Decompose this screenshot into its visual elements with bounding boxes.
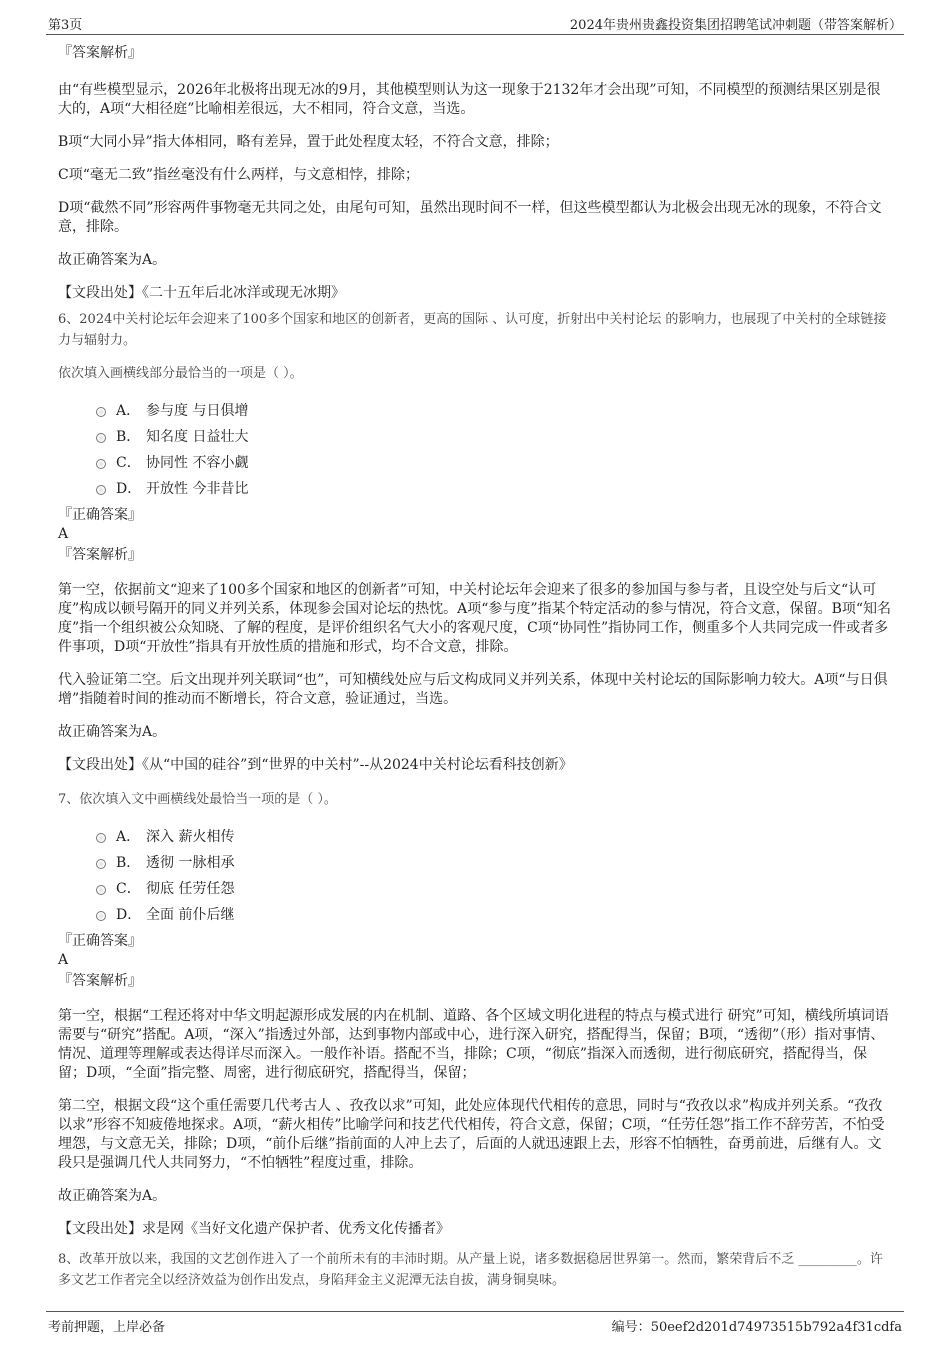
option-a[interactable]: A． 参与度 与日俱增 (96, 398, 894, 424)
option-b[interactable]: B． 透彻 一脉相承 (96, 850, 894, 876)
document-code (612, 1316, 902, 1335)
code-label: 编号： (611, 1320, 651, 1335)
source-label: 【文段出处】 (58, 285, 142, 301)
source-line (58, 756, 894, 775)
correct-answer-value: A (58, 526, 69, 542)
source-title: 《二十五年后北冰洋或现无冰期》 (142, 285, 345, 301)
footer-slogan: 考前押题，上岸必备 (48, 1320, 166, 1335)
radio-icon[interactable] (96, 859, 106, 869)
analysis-paragraph: D项“截然不同”形容两件事物毫无共同之处，由尾句可知，虽然出现时间不一样，但这些模型都认为北极会出现无冰的现象，不符合文意，排除。 (58, 200, 882, 235)
page-footer (46, 1311, 904, 1335)
radio-icon[interactable] (96, 407, 106, 417)
source-label: 【文段出处】 (58, 1221, 142, 1237)
option-c[interactable]: C． 协同性 不容小觑 (96, 450, 894, 476)
correct-answer-label: 『正确答案』 (58, 933, 142, 949)
analysis-label: 『答案解析』 (58, 547, 142, 563)
analysis-paragraph: 第一空，依据前文“迎来了100多个国家和地区的创新者”可知，中关村论坛年会迎来了很多的参加国与参与者，且设空处与后文“认可度”构成以顿号隔开的同义并列关系，体现参会国对论坛的热忱。A项“参与度”指某个特定活动的参与情况，符合文意，保留。B项“知名度”指一个组织被公众知晓、了解的程度，是评价组织名气大小的客观尺度，C项“协同性”指协同工作，侧重多个人共同完成一件或者多件事项，D项“开放性”指具有开放性质的措施和形式，均不合文意，排除。 (58, 582, 892, 655)
answer-statement: 故正确答案为A。 (58, 252, 167, 268)
question-6-prompt: 依次填入画横线部分最恰当的一项是（ ）。 (58, 366, 303, 381)
analysis-paragraph: 代入验证第二空。后文出现并列关联词“也”，可知横线处应与后文构成同义并列关系，体现中关村论坛的国际影响力较大。A项“与日俱增”指随着时间的推动而不断增长，符合文意，验证通过，当选。 (58, 672, 888, 707)
analysis-paragraph: 由“有些模型显示，2026年北极将出现无冰的9月，其他模型则认为这一现象于2132年才会出现”可知，不同模型的预测结果区别是很大的，A项“大相径庭”比喻相差很远，大不相同，符合文意，当选。 (58, 82, 881, 117)
document-title: 2024年贵州贵鑫投资集团招聘笔试冲刺题（带答案解析） (569, 18, 902, 33)
question-6-options (96, 398, 894, 502)
source-label: 【文段出处】 (58, 757, 142, 773)
option-b[interactable]: B． 知名度 日益壮大 (96, 424, 894, 450)
radio-icon[interactable] (96, 911, 106, 921)
analysis-label: 『答案解析』 (58, 973, 142, 989)
page-header (46, 14, 904, 35)
page-content (58, 44, 894, 1291)
answer-statement: 故正确答案为A。 (58, 724, 167, 740)
radio-icon[interactable] (96, 885, 106, 895)
radio-icon[interactable] (96, 485, 106, 495)
analysis-paragraph: C项“毫无二致”指丝毫没有什么两样，与文意相悖，排除； (58, 167, 420, 183)
question-6-stem: 6、2024中关村论坛年会迎来了100多个国家和地区的创新者，更高的国际 、认可度，折射出中关村论坛 的影响力，也展现了中关村的全球链接力与辐射力。 (58, 312, 887, 348)
radio-icon[interactable] (96, 459, 106, 469)
question-7-stem: 7、依次填入文中画横线处最恰当一项的是（ ）。 (58, 792, 337, 807)
question-8-stem: 8、改革开放以来，我国的文艺创作进入了一个前所未有的丰沛时期。从产量上说，诸多数据稳居世界第一。然而，繁荣背后不乏 _________。许多文艺工作者完全以经济效益为创作出发点，身陷拜金主义泥潭无法自拔，满身铜臭味。 (58, 1252, 883, 1288)
source-title: 求是网《当好文化遗产保护者、优秀文化传播者》 (142, 1221, 450, 1237)
page-number: 第3页 (48, 18, 83, 33)
source-line (58, 1220, 894, 1239)
option-a[interactable]: A． 深入 薪火相传 (96, 824, 894, 850)
source-title: 《从“中国的硅谷”到“世界的中关村”--从2024中关村论坛看科技创新》 (142, 757, 573, 773)
code-value: 50eef2d201d74973515b792a4f31cdfa (650, 1320, 902, 1335)
question-7-options (96, 824, 894, 928)
analysis-paragraph: 第二空，根据文段“这个重任需要几代考古人 、孜孜以求”可知，此处应体现代代相传的意思，同时与“孜孜以求”构成并列关系。“孜孜以求”形容不知疲倦地探求。A项，“薪火相传”比喻学问和技艺代代相传，符合文意，保留；C项，“任劳任怨”指工作不辞劳苦，不怕受埋怨，与文意无关，排除；D项，“前仆后继”指前面的人冲上去了，后面的人就迅速跟上去，形容不怕牺牲，奋勇前进，后继有人。文段只是强调几代人共同努力，“不怕牺牲”程度过重，排除。 (58, 1098, 885, 1171)
radio-icon[interactable] (96, 833, 106, 843)
radio-icon[interactable] (96, 433, 106, 443)
option-d[interactable]: D． 开放性 今非昔比 (96, 476, 894, 502)
answer-statement: 故正确答案为A。 (58, 1188, 167, 1204)
correct-answer-label: 『正确答案』 (58, 507, 142, 523)
correct-answer-value: A (58, 952, 69, 968)
option-c[interactable]: C． 彻底 任劳任怨 (96, 876, 894, 902)
source-line (58, 284, 894, 303)
option-d[interactable]: D． 全面 前仆后继 (96, 902, 894, 928)
analysis-paragraph: 第一空，根据“工程还将对中华文明起源形成发展的内在机制、道路、各个区域文明化进程的特点与模式进行 研究”可知，横线所填词语需要与“研究”搭配。A项，“深入”指透过外部，达到事物内部或中心，进行深入研究，搭配得当，保留；B项，“透彻”（形）指对事情、情况、道理等理解或表达得详尽而深入。一般作补语。搭配不当，排除；C项，“彻底”指深入而透彻，进行彻底研究，搭配得当，保留；D项，“全面”指完整、周密，进行彻底研究，搭配得当，保留； (58, 1008, 889, 1081)
analysis-paragraph: B项“大同小异”指大体相同，略有差异，置于此处程度太轻，不符合文意，排除； (58, 134, 559, 150)
analysis-label: 『答案解析』 (58, 45, 142, 61)
